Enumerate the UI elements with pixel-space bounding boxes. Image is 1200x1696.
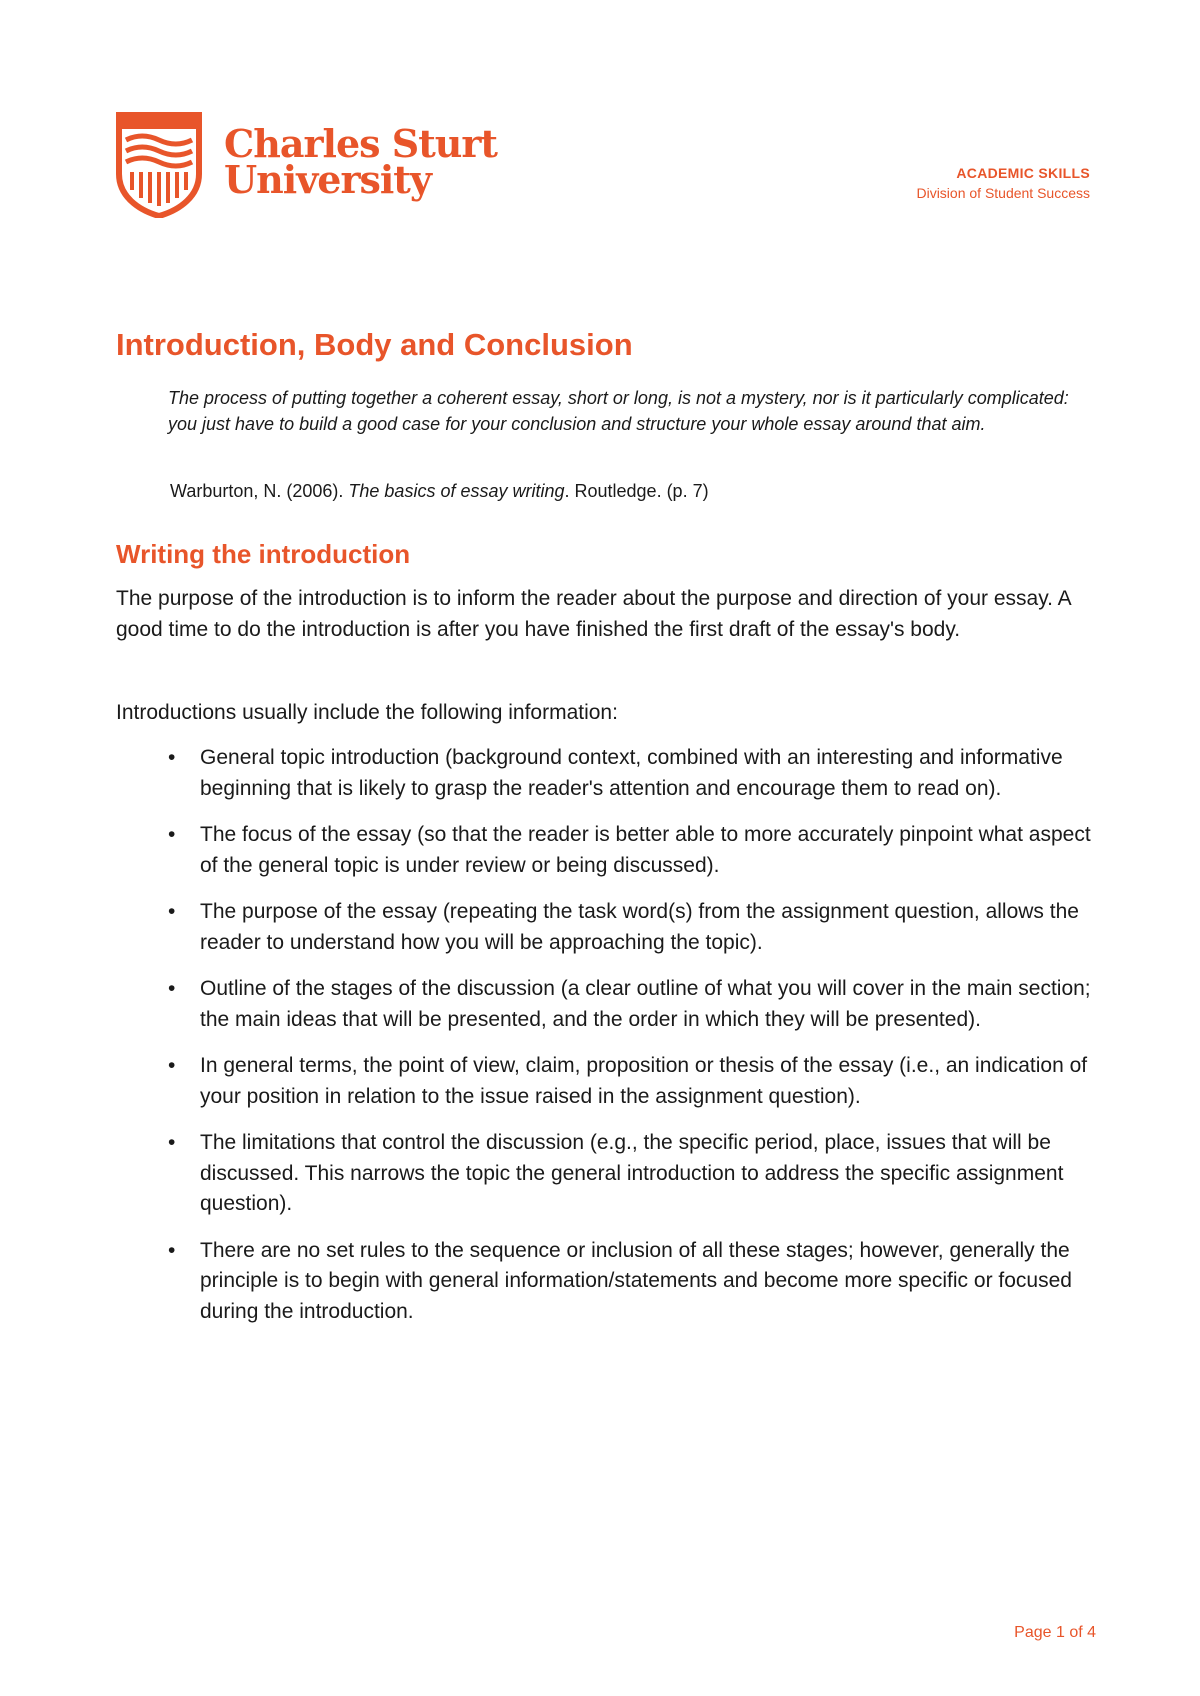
list-item-text: The focus of the essay (so that the reader is better able to more accurately pinpoint what aspect of the general topic is under review or being discussed). [200, 823, 1091, 877]
page-title: Introduction, Body and Conclusion [116, 327, 633, 362]
list-item [116, 897, 1091, 958]
list-item [116, 1051, 1091, 1112]
list-item-text: There are no set rules to the sequence or inclusion of all these stages; however, generally the principle is to begin with general information/statements and become more specific or focused during the introduction. [200, 1238, 1072, 1323]
university-wordmark [224, 121, 497, 202]
wordmark-line-1: Charles Sturt [224, 121, 497, 166]
list-item-text: The limitations that control the discussion (e.g., the specific period, place, issues that will be discussed. This narrows the topic the general introduction to address the specific assignment question). [200, 1131, 1064, 1215]
division-label: Division of Student Success [916, 185, 1090, 201]
section-heading: Writing the introduction [116, 539, 411, 569]
university-logo [116, 112, 497, 218]
bullet-icon: • [168, 1054, 176, 1077]
list-item [116, 974, 1091, 1035]
citation-rest: . Routledge. (p. 7) [564, 481, 709, 501]
list-item-text: General topic introduction (background context, combined with an interesting and informative beginning that is likely to grasp the reader's attention and encourage them to read on). [200, 746, 1063, 800]
list-item-text: In general terms, the point of view, claim, proposition or thesis of the essay (i.e., an indication of your position in relation to the issue raised in the assignment question). [200, 1054, 1088, 1108]
paragraph-purpose: The purpose of the introduction is to inform the reader about the purpose and direction of your essay. A good time to do the introduction is after you have finished the first draft of the essay's body. [116, 587, 1071, 641]
list-item [116, 1236, 1091, 1328]
list-item-text: The purpose of the essay (repeating the task word(s) from the assignment question, allows the reader to understand how you will be approaching the topic). [200, 900, 1079, 954]
bullet-icon: • [168, 977, 176, 1000]
bullet-icon: • [168, 746, 176, 769]
bullet-icon: • [168, 823, 176, 846]
introduction-elements-list [116, 743, 1091, 1343]
academic-skills-label: ACADEMIC SKILLS [956, 165, 1090, 181]
page-number: Page 1 of 4 [1014, 1624, 1096, 1641]
list-item [116, 1128, 1091, 1220]
citation-title: The basics of essay writing [348, 481, 565, 501]
epigraph-citation [170, 479, 709, 503]
epigraph-quote: The process of putting together a coherent essay, short or long, is not a mystery, nor is it particularly complicated: you just have to build a good case for your conclusion and structure your whole essay around that aim. [168, 388, 1069, 434]
list-item [116, 743, 1091, 804]
header-unit-info [916, 163, 1090, 203]
wordmark-line-2: University [224, 157, 431, 202]
bullet-icon: • [168, 1238, 176, 1262]
list-item-text: Outline of the stages of the discussion (a clear outline of what you will cover in the main section; the main ideas that will be presented, and the order in which they will be presented). [200, 977, 1091, 1031]
bullet-icon: • [168, 1131, 176, 1154]
citation-author: Warburton, N. (2006). [170, 481, 349, 501]
list-item [116, 820, 1091, 881]
bullet-icon: • [168, 900, 176, 923]
paragraph-list-intro: Introductions usually include the following information: [116, 701, 618, 724]
shield-crest-icon [116, 112, 202, 218]
